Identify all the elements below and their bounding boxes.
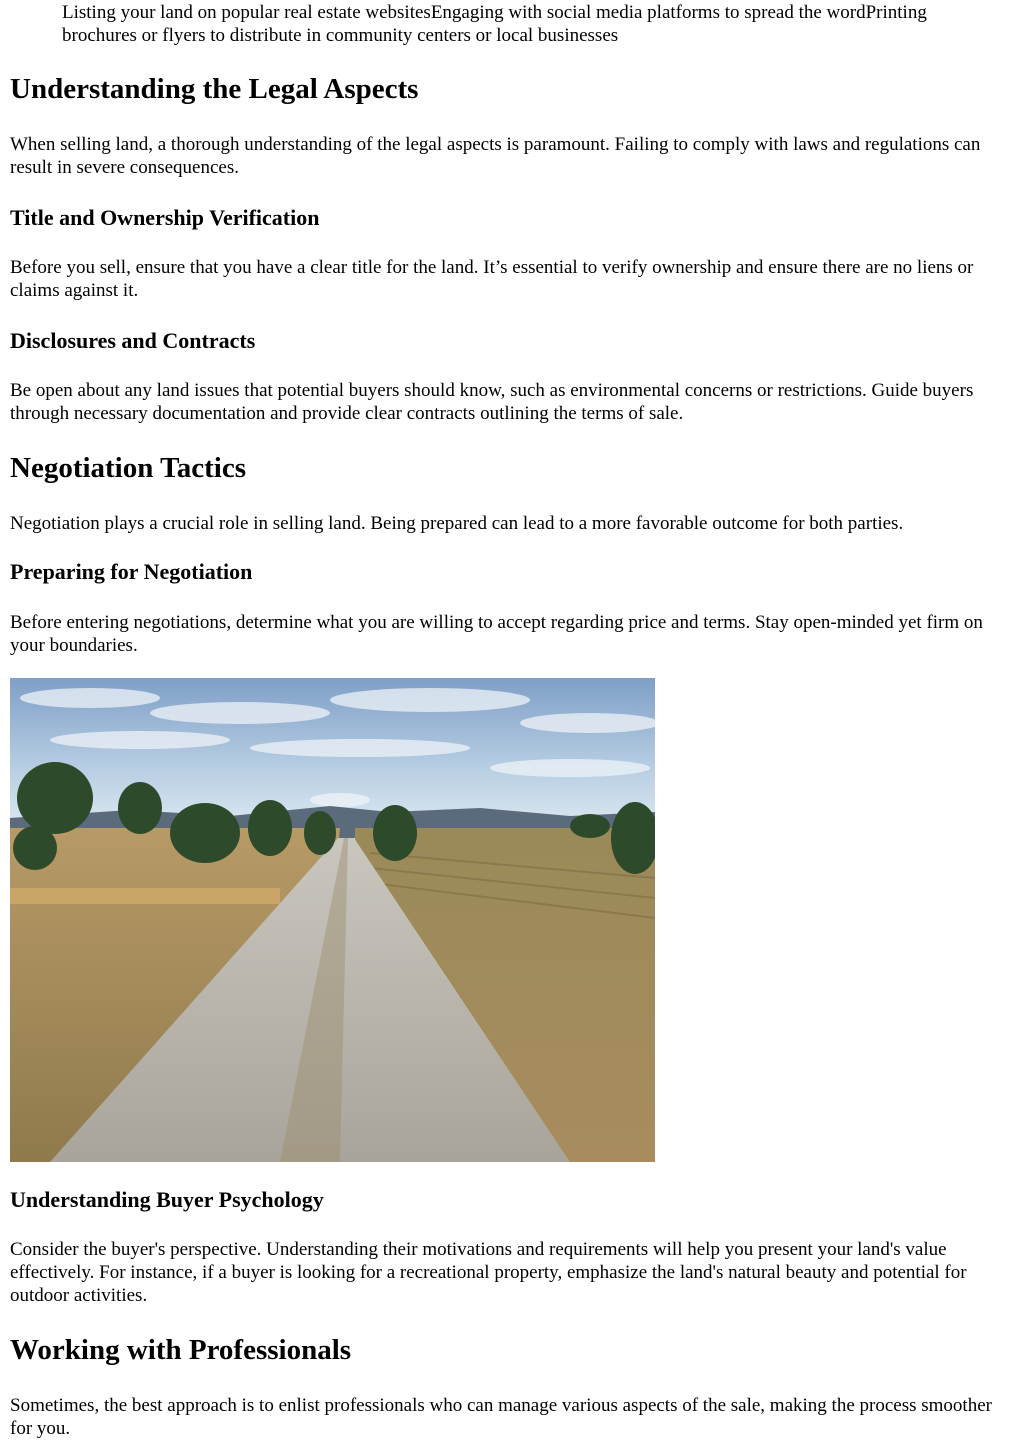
negotiation-intro-paragraph: Negotiation plays a crucial role in selling land. Being prepared can lead to a more favorable outcome for both parties. <box>10 513 904 534</box>
intro-list-text: Listing your land on popular real estate websitesEngaging with social media platforms to spread the wordPrinting brochures or flyers to distribute in community centers or local businesses <box>62 2 927 46</box>
section-heading-legal: Understanding the Legal Aspects <box>10 73 419 105</box>
subheading-title-verification: Title and Ownership Verification <box>10 205 320 230</box>
subheading-buyer-psychology: Understanding Buyer Psychology <box>10 1187 324 1212</box>
gravel-road-photo <box>10 678 655 1162</box>
subheading-preparing: Preparing for Negotiation <box>10 559 253 584</box>
disclosures-paragraph: Be open about any land issues that potential buyers should know, such as environmental concerns or restrictions. Guide buyers through necessary documentation and provide clear contracts outlining the terms of sale. <box>10 380 974 424</box>
section-heading-negotiation: Negotiation Tactics <box>10 452 247 484</box>
buyer-psychology-paragraph: Consider the buyer's perspective. Understanding their motivations and requirements will help you present your land's value effectively. For instance, if a buyer is looking for a recreational property, emphasize the land's natural beauty and potential for outdoor activities. <box>10 1239 967 1306</box>
intro-list <box>10 1 1006 47</box>
gravel-road-illustration <box>10 678 655 1162</box>
professionals-intro-paragraph: Sometimes, the best approach is to enlist professionals who can manage various aspects of the sale, making the process smoother for you. <box>10 1395 992 1439</box>
legal-intro-paragraph: When selling land, a thorough understanding of the legal aspects is paramount. Failing to comply with laws and regulations can result in severe consequences. <box>10 134 981 178</box>
section-heading-professionals: Working with Professionals <box>10 1334 352 1366</box>
subheading-disclosures: Disclosures and Contracts <box>10 328 256 353</box>
preparing-paragraph: Before entering negotiations, determine what you are willing to accept regarding price and terms. Stay open-minded yet firm on your boundaries. <box>10 612 983 656</box>
title-verification-paragraph: Before you sell, ensure that you have a clear title for the land. It’s essential to verify ownership and ensure there are no liens or claims against it. <box>10 257 974 301</box>
